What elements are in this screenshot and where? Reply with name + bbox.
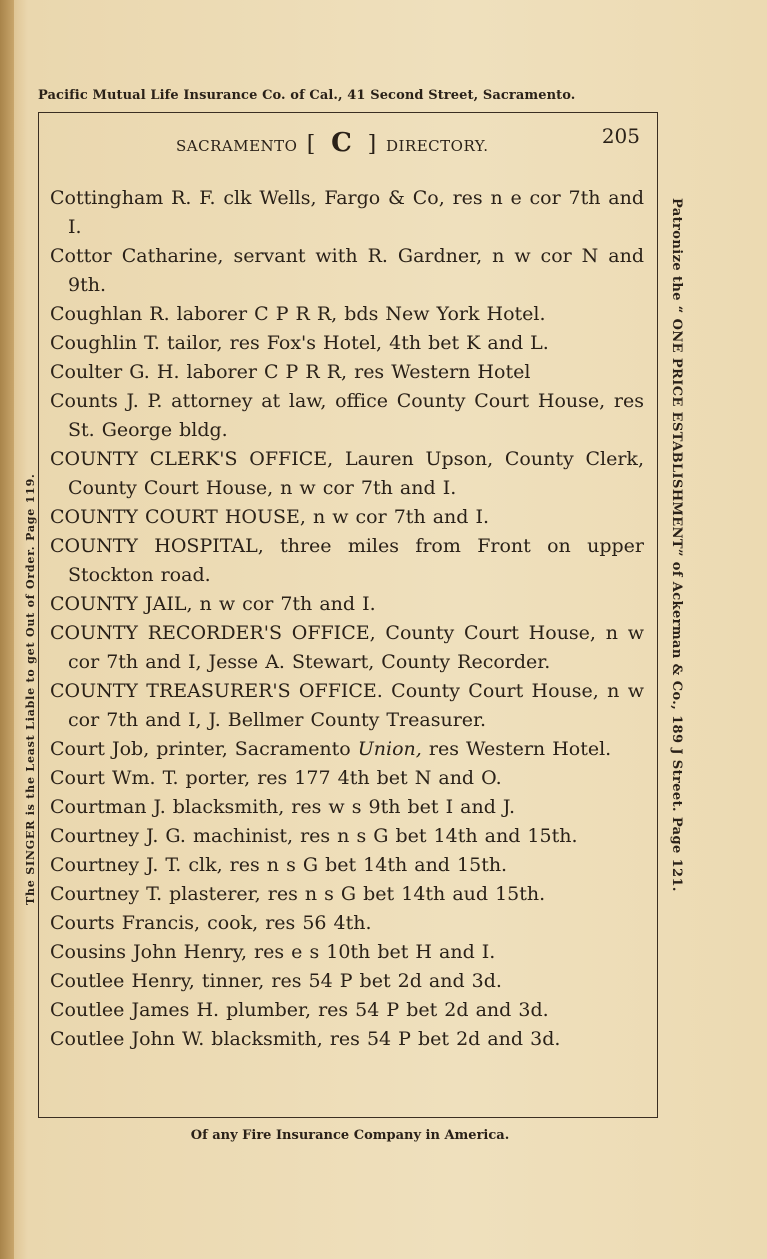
entry-text: res Western Hotel. <box>421 738 612 760</box>
directory-entry: Coughlan R. laborer C P R R, bds New York Hotel. <box>50 303 546 325</box>
directory-entry: COUNTY TREASURER'S OFFICE. County Court House, n w cor 7th and I, J. Bellmer County Treasurer. <box>50 680 644 731</box>
header-bracket-close: ] <box>367 132 377 157</box>
directory-entry: Courtney J. G. machinist, res n s G bet 14th and 15th. <box>50 825 578 847</box>
directory-entries <box>50 184 644 1054</box>
directory-entry: Court Wm. T. porter, res 177 4th bet N and O. <box>50 767 502 789</box>
directory-entry: Coughlin T. tailor, res Fox's Hotel, 4th bet K and L. <box>50 332 549 354</box>
directory-entry: Cousins John Henry, res e s 10th bet H and I. <box>50 941 496 963</box>
directory-entry: Cottor Catharine, servant with R. Gardner, n w cor N and 9th. <box>50 245 644 296</box>
header-letter: C <box>331 128 353 158</box>
directory-entry <box>50 735 644 764</box>
bottom-advertisement: Of any Fire Insurance Company in America. <box>190 1128 510 1143</box>
directory-entry: Courts Francis, cook, res 56 4th. <box>50 912 372 934</box>
book-spine <box>0 0 14 1259</box>
directory-entry: COUNTY CLERK'S OFFICE, Lauren Upson, County Clerk, County Court House, n w cor 7th and I. <box>50 448 644 499</box>
entry-text: Court Job, printer, Sacramento <box>50 738 358 760</box>
directory-entry: COUNTY COURT HOUSE, n w cor 7th and I. <box>50 506 490 528</box>
header-city: SACRAMENTO <box>176 137 298 155</box>
right-margin-advertisement: Patronize the “ ONE PRICE ESTABLISHMENT” of Ackerman & Co., 189 J Street. Page 121. <box>669 198 684 892</box>
directory-entry: Coulter G. H. laborer C P R R, res Western Hotel <box>50 361 531 383</box>
directory-entry: Counts J. P. attorney at law, office County Court House, res St. George bldg. <box>50 390 644 441</box>
directory-entry: COUNTY JAIL, n w cor 7th and I. <box>50 593 376 615</box>
left-margin-advertisement: The SINGER is the Least Liable to get Out of Order. Page 119. <box>24 473 37 905</box>
directory-entry: Cottingham R. F. clk Wells, Fargo & Co, res n e cor 7th and I. <box>50 187 644 238</box>
directory-entry: Courtney T. plasterer, res n s G bet 14th aud 15th. <box>50 883 546 905</box>
entry-newspaper-name: Union, <box>357 738 422 760</box>
header-directory: DIRECTORY. <box>385 137 489 155</box>
running-header <box>38 118 658 158</box>
page-number: 205 <box>601 124 640 148</box>
directory-entry: COUNTY RECORDER'S OFFICE, County Court House, n w cor 7th and I, Jesse A. Stewart, County Recorder. <box>50 622 644 673</box>
header-bracket-open: [ <box>306 132 316 157</box>
directory-entry: Courtman J. blacksmith, res w s 9th bet I and J. <box>50 796 516 818</box>
top-advertisement: Pacific Mutual Life Insurance Co. of Cal., 41 Second Street, Sacramento. <box>38 88 576 103</box>
directory-entry: Coutlee Henry, tinner, res 54 P bet 2d and 3d. <box>50 970 502 992</box>
directory-entry: COUNTY HOSPITAL, three miles from Front on upper Stockton road. <box>50 535 644 586</box>
header-title <box>176 128 489 158</box>
directory-entry: Courtney J. T. clk, res n s G bet 14th and 15th. <box>50 854 508 876</box>
directory-entry: Coutlee James H. plumber, res 54 P bet 2d and 3d. <box>50 999 549 1021</box>
directory-entry: Coutlee John W. blacksmith, res 54 P bet 2d and 3d. <box>50 1028 561 1050</box>
